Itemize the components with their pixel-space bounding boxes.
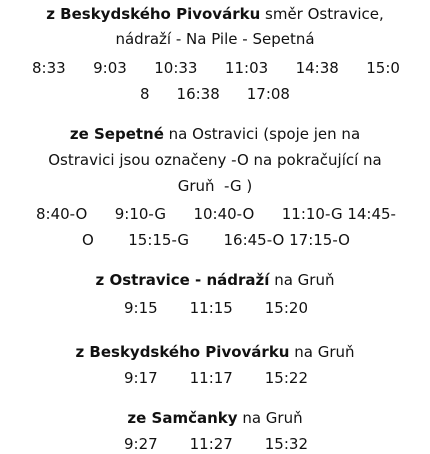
section-1-heading-line-2 xyxy=(0,29,430,49)
departure-time: 11:15 xyxy=(189,299,233,317)
departure-time: 16:45-O 17:15-O xyxy=(223,231,350,249)
departure-time: 9:10-G xyxy=(114,205,167,223)
departure-time: 9:27 xyxy=(124,435,158,453)
section-5-origin: ze Samčanky xyxy=(127,409,238,427)
section-5-heading xyxy=(0,408,430,428)
section-3-heading xyxy=(0,270,430,290)
departure-time: 8:40-O xyxy=(36,205,88,223)
departure-time: 10:40-O xyxy=(193,205,255,223)
section-3-direction: na Gruň xyxy=(269,271,335,289)
departure-time: 15:22 xyxy=(264,369,308,387)
section-2-times-row-1 xyxy=(36,204,396,224)
departure-time: 11:10-G 14:45- xyxy=(281,205,396,223)
section-3-origin: z Ostravice - nádraží xyxy=(95,271,270,289)
section-2-note-end: Gruň -G ) xyxy=(177,177,253,195)
section-2-heading-line-1 xyxy=(0,124,430,144)
departure-time: 14:38 xyxy=(295,59,339,77)
section-1-heading-line-1 xyxy=(0,4,430,24)
section-2-heading-line-3 xyxy=(0,176,430,196)
section-1-route: nádraží - Na Pile - Sepetná xyxy=(115,30,315,48)
departure-time: 11:03 xyxy=(224,59,269,77)
section-4-heading xyxy=(0,342,430,362)
departure-time: 15:15-G xyxy=(128,231,190,249)
section-4-origin: z Beskydského Pivovárku xyxy=(75,343,290,361)
departure-time: 9:15 xyxy=(124,299,158,317)
section-4-direction: na Gruň xyxy=(289,343,355,361)
section-2-times-row-2 xyxy=(82,230,350,250)
departure-time: O xyxy=(82,231,94,249)
departure-time: 15:0 xyxy=(366,59,400,77)
departure-time: 15:32 xyxy=(264,435,308,453)
section-1-direction: směr Ostravice, xyxy=(260,5,384,23)
departure-time: 11:17 xyxy=(189,369,233,387)
section-1-times-row-2 xyxy=(140,84,290,104)
section-1-times-row-1 xyxy=(32,58,400,78)
departure-time: 8 xyxy=(140,85,150,103)
section-2-origin: ze Sepetné xyxy=(69,125,164,143)
section-5-direction: na Gruň xyxy=(237,409,303,427)
section-1-origin: z Beskydského Pivovárku xyxy=(46,5,261,23)
departure-time: 11:27 xyxy=(189,435,233,453)
departure-time: 9:03 xyxy=(93,59,127,77)
departure-time: 17:08 xyxy=(246,85,290,103)
departure-time: 10:33 xyxy=(154,59,198,77)
section-3-times xyxy=(124,298,308,318)
section-2-heading-line-2 xyxy=(0,150,430,170)
section-2-direction: na Ostravici (spoje jen na xyxy=(163,125,361,143)
departure-time: 15:20 xyxy=(264,299,308,317)
departure-time: 16:38 xyxy=(176,85,220,103)
section-2-note: Ostravici jsou označeny -O na pokračující na xyxy=(48,151,382,169)
section-5-times xyxy=(124,434,308,454)
departure-time: 9:17 xyxy=(124,369,158,387)
section-4-times xyxy=(124,368,308,388)
departure-time: 8:33 xyxy=(32,59,66,77)
